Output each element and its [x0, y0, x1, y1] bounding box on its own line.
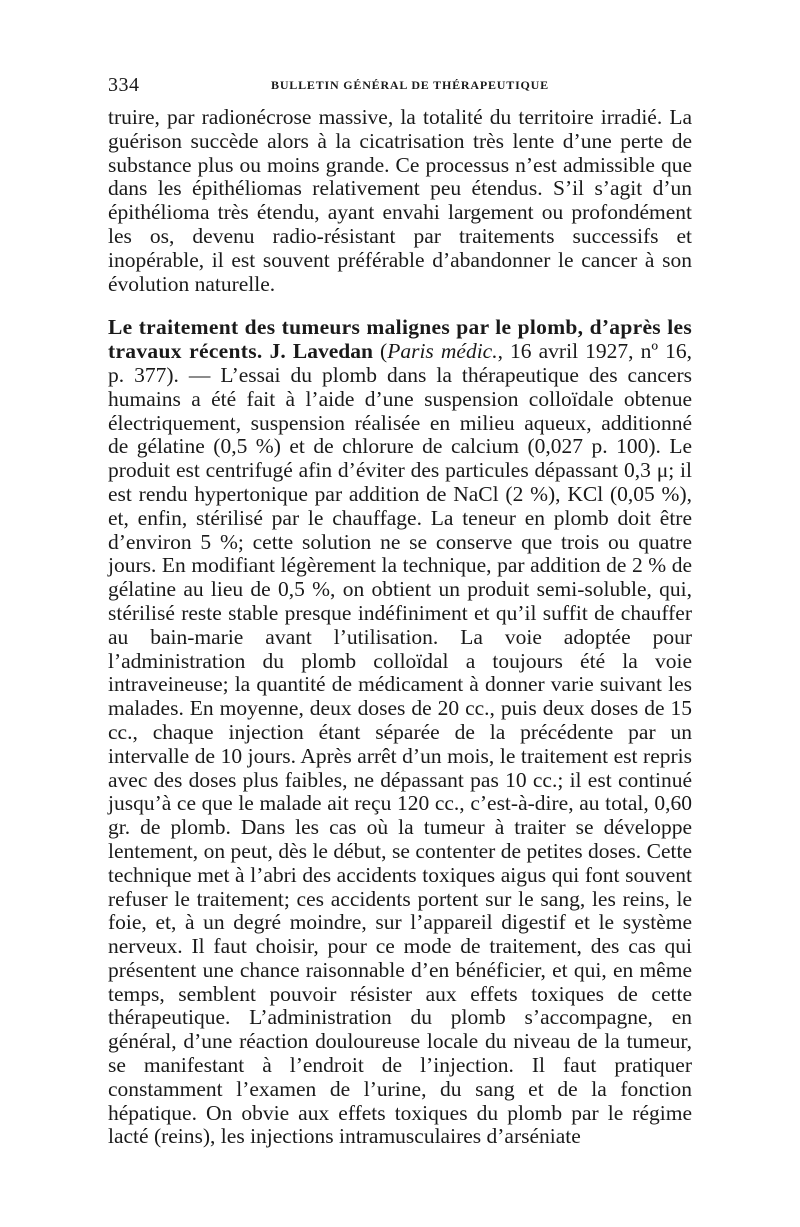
text-block [108, 106, 692, 1149]
page-number: 334 [108, 74, 140, 96]
reference-open: ( [380, 339, 388, 364]
article-title: Le traitement des tumeurs malignes par le plomb, d’après les travaux récents. [108, 315, 692, 364]
journal-title: BULLETIN GÉNÉRAL DE THÉRAPEUTIQUE [271, 78, 549, 92]
paragraph-article [108, 316, 692, 1149]
running-header [108, 62, 692, 102]
article-text: — L’essai du plomb dans la thérapeutique des cancers humains a été fait à l’aide d’une suspension colloïdale obtenue électriquement, suspension réalisée en milieu aqueux, additionné de gélatine (0,5 %) et de chlorure de calcium (0,027 p. 100). Le produit est centrifugé afin d’éviter des particules dépassant 0,3 μ; il est rendu hypertonique par addition de NaCl (2 %), KCl (0,05 %), et, enfin, stérilisé par le chauffage. La teneur en plomb doit être d’environ 5 %; cette solution ne se conserve que trois ou quatre jours. En modifiant légèrement la technique, par addition de 2 % de gélatine au lieu de 0,5 %, on obtient un produit semi-soluble, qui, stérilisé reste stable presque indéfiniment et qu’il suffit de chauffer au bain-marie avant l’utilisation. La voie adoptée pour l’administration du plomb colloïdal a toujours été la voie intraveineuse; la quantité de médicament à donner varie suivant les malades. En moyenne, deux doses de 20 cc., puis deux doses de 15 cc., chaque injection étant séparée de la précédente par un intervalle de 10 jours. Après arrêt d’un mois, le traitement est repris avec des doses plus faibles, ne dépassant pas 10 cc.; il est continué jusqu’à ce que le malade ait reçu 120 cc., c’est-à-dire, au total, 0,60 gr. de plomb. Dans les cas où la tumeur à traiter se développe lentement, on peut, dès le début, se contenter de petites doses. Cette technique met à l’abri des accidents toxiques aigus qui font souvent refuser le traitement; ces accidents portent sur le sang, les reins, le foie, et, à un degré moindre, sur l’appareil digestif et le système nerveux. Il faut choisir, pour ce mode de traitement, des cas qui présentent une chance raisonnable d’en bénéficier, et qui, en même temps, semblent pouvoir résister aux effets toxiques de cette thérapeutique. L’administration du plomb s’accompagne, en général, d’une réaction douloureuse locale du niveau de la tumeur, se manifestant à l’endroit de l’injection. Il faut pratiquer constamment l’examen de l’urine, du sang et de la fonction hépatique. On obvie aux effets toxiques du plomb par le régime lacté (reins), les injections intramusculaires d’arséniate [108, 362, 693, 1149]
paragraph-continuation: truire, par radionécrose massive, la totalité du territoire irradié. La guérison succède alors à la cicatrisation très lente d’une perte de substance plus ou moins grande. Ce processus n’est admissible que dans les épithéliomas relativement peu étendus. S’il s’agit d’un épithélioma très étendu, ayant envahi largement ou profondément les os, devenu radio-résistant par traitements successifs et inopérable, il est souvent préférable d’abandonner le cancer à son évolution naturelle. [108, 105, 692, 296]
article-author: J. Lavedan [269, 339, 373, 364]
book-page [108, 62, 692, 1149]
journal-reference: Paris médic. [387, 339, 498, 364]
reference-details: , 16 avril 1927, nº 16, p. 377). [108, 339, 692, 387]
